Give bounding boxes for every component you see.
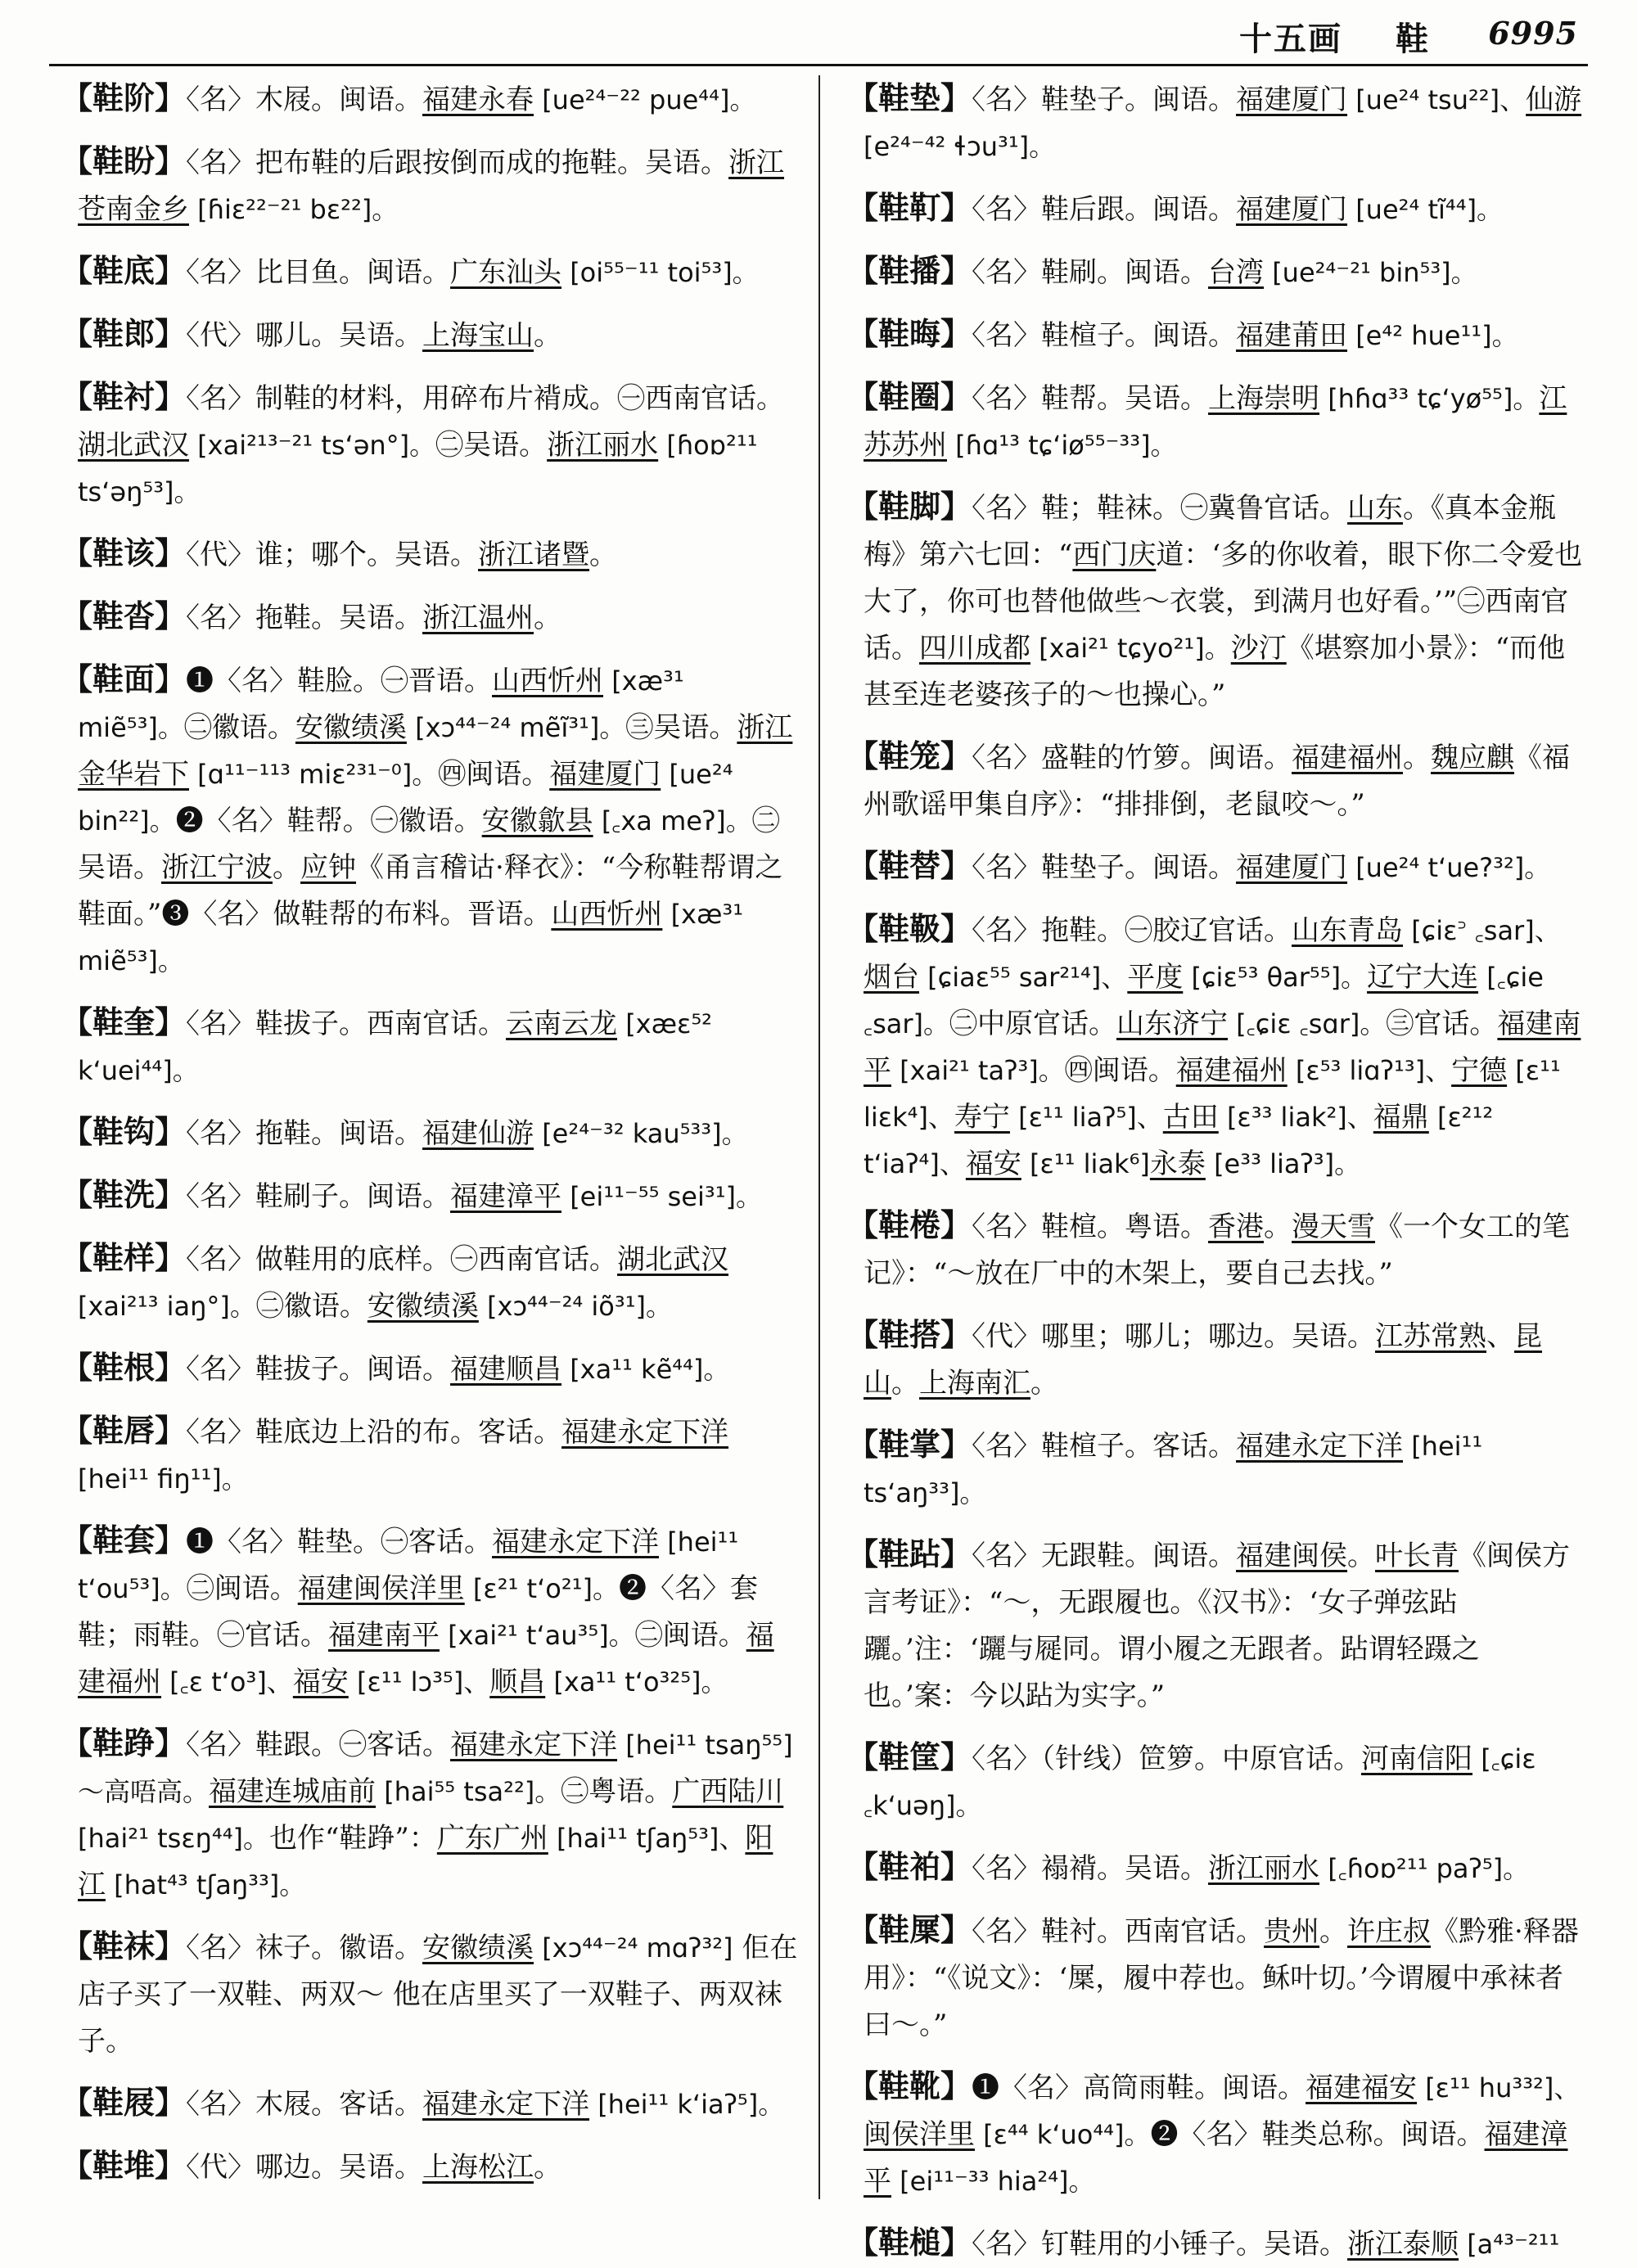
entry-headword: 【鞋钩】 bbox=[61, 1114, 187, 1150]
entry-headword: 【鞋袙】 bbox=[847, 1849, 972, 1885]
place-name: 山东青岛 bbox=[1292, 914, 1404, 947]
pronunciation: [xæ³¹ miẽ⁵³]。 bbox=[78, 665, 684, 743]
place-name: 山西忻州 bbox=[551, 898, 663, 931]
entry-headword: 【鞋洗】 bbox=[61, 1177, 187, 1213]
place-name: 山东济宁 bbox=[1116, 1008, 1228, 1040]
pronunciation: [ue²⁴ bin²²]。 bbox=[78, 759, 733, 836]
pronunciation: [꜀xa meʔ]。 bbox=[593, 805, 752, 836]
definition-text: 《甬言稽诂·释衣》：“今称鞋帮谓之鞋面。”❸〈名〉做鞋帮的布料。晋语。 bbox=[78, 851, 783, 931]
definition-text: 〈代〉谁；哪个。吴语。 bbox=[186, 539, 479, 571]
pronunciation: [xɔ⁴⁴⁻²⁴ mɑʔ³²] bbox=[534, 1932, 733, 1964]
entry-headword: 【鞋屟】 bbox=[847, 1912, 972, 1948]
place-name: 广东汕头 bbox=[450, 256, 562, 289]
dictionary-entry bbox=[61, 999, 798, 1094]
dictionary-entry bbox=[61, 1235, 798, 1330]
place-name: 永泰 bbox=[1149, 1148, 1206, 1180]
place-name: 福安 bbox=[292, 1666, 349, 1698]
place-name: 福建仙游 bbox=[422, 1117, 534, 1150]
definition-text: 〈名〉鞋楦子。客话。 bbox=[972, 1430, 1237, 1463]
place-name: 云南云龙 bbox=[506, 1008, 618, 1040]
definition-text: 〈名〉鞋拔子。闽语。 bbox=[186, 1353, 451, 1386]
definition-text: 〈名〉把布鞋的后跟按倒而成的拖鞋。吴语。 bbox=[186, 147, 729, 179]
place-name: 漫天雪 bbox=[1292, 1211, 1376, 1243]
place-name: 浙江丽水 bbox=[547, 429, 659, 462]
place-name: 福建厦门 bbox=[1236, 851, 1348, 884]
place-name: 浙江温州 bbox=[422, 602, 534, 634]
dictionary-entry bbox=[61, 1408, 798, 1503]
place-name: 安徽绩溪 bbox=[295, 711, 407, 744]
place-name: 上海崇明 bbox=[1208, 382, 1320, 415]
definition-text: 〈名〉拖鞋。闽语。 bbox=[186, 1117, 423, 1150]
pronunciation: [xa¹¹ t‘o³²⁵]。 bbox=[545, 1666, 728, 1698]
dictionary-entry bbox=[61, 656, 798, 985]
dictionary-entry bbox=[847, 1844, 1584, 1892]
definition-text: 〈名〉鞋拔子。西南官话。 bbox=[186, 1008, 507, 1040]
definition-text: 。 bbox=[1264, 1211, 1292, 1243]
definition-text: ❷〈名〉套鞋；雨鞋。㊀官话。 bbox=[78, 1572, 758, 1652]
place-name: 浙江宁波 bbox=[161, 851, 273, 884]
definition-text: 《闽侯方言考证》：“～，无跟履也。《汉书》：‘女子弹弦跕躧。’注：‘躧与屣同。谓小履之无跟者。跕谓轻蹑之也。’案：今以跕为实字。” bbox=[864, 1540, 1571, 1712]
place-name: 福建永定下洋 bbox=[561, 1416, 729, 1449]
running-head bbox=[49, 10, 1588, 66]
entry-headword: 【鞋底】 bbox=[61, 253, 187, 289]
definition-text: ❷〈名〉鞋帮。㊀徽语。 bbox=[175, 805, 482, 837]
definition-text: 。 bbox=[273, 851, 300, 884]
definition-text: 〈名〉拖鞋。吴语。 bbox=[186, 602, 423, 634]
dictionary-entry bbox=[847, 311, 1584, 359]
place-name: 沙汀 bbox=[1230, 632, 1287, 665]
entry-headword: 【鞋筐】 bbox=[847, 1739, 972, 1775]
definition-text: 《堪察加小景》：“而他甚至连老婆孩子的～也操心。” bbox=[864, 632, 1566, 711]
entry-headword: 【鞋脚】 bbox=[847, 489, 972, 525]
pronunciation: [hei¹¹ k‘iaʔ⁵]。 bbox=[589, 2089, 785, 2120]
definition-text: ❶〈名〉鞋脸。㊀晋语。 bbox=[186, 665, 493, 697]
definition-text: 〈名〉褟褙。吴语。 bbox=[972, 1852, 1209, 1885]
dictionary-entry bbox=[61, 2143, 798, 2191]
definition-text: 《福州歌谣甲集自序》：“排排倒，老鼠咬～。” bbox=[864, 742, 1571, 821]
place-name: 江苏常熟 bbox=[1375, 1320, 1487, 1353]
pronunciation: [xa¹¹ kẽ⁴⁴]。 bbox=[561, 1354, 730, 1385]
dictionary-entry bbox=[847, 1907, 1584, 2049]
pronunciation: [ɕiɛ⁵³ θar⁵⁵]。 bbox=[1183, 962, 1368, 993]
entry-headword: 【鞋晦】 bbox=[847, 316, 972, 352]
definition-text: 《一个女工的笔记》：“～放在厂中的木架上，要自己去找。” bbox=[864, 1211, 1571, 1290]
place-name: 安徽歙县 bbox=[481, 805, 593, 837]
place-name: 浙江苍南金乡 bbox=[78, 147, 785, 226]
pronunciation: [ei¹¹⁻⁵⁵ sei³¹]。 bbox=[561, 1181, 763, 1212]
place-name: 山西忻州 bbox=[492, 665, 604, 697]
pronunciation: [ɛ³³ liak²]、 bbox=[1218, 1102, 1373, 1133]
dictionary-entry bbox=[847, 2063, 1584, 2205]
dictionary-entry bbox=[61, 311, 798, 359]
entry-headword: 【鞋衬】 bbox=[61, 379, 187, 415]
page-number: 6995 bbox=[1488, 15, 1578, 52]
dictionary-entry bbox=[847, 185, 1584, 233]
place-name: 山东 bbox=[1347, 492, 1404, 525]
entry-headword: 【鞋堆】 bbox=[61, 2148, 187, 2184]
entry-headword: 【鞋掌】 bbox=[847, 1427, 972, 1463]
pronunciation: [ɛ²¹² t‘iaʔ⁴]、 bbox=[864, 1102, 1494, 1179]
place-name: 宁德 bbox=[1451, 1054, 1508, 1087]
pronunciation: [ɛ⁴⁴ k‘uo⁴⁴]。 bbox=[975, 2119, 1151, 2150]
definition-text: 〈名〉鞋楦。粤语。 bbox=[972, 1211, 1209, 1243]
definition-text: 。 bbox=[1403, 742, 1432, 774]
place-name: 河南信阳 bbox=[1361, 1743, 1473, 1775]
pronunciation: [hei¹¹ fiŋ¹¹]。 bbox=[78, 1463, 248, 1495]
place-name: 福建闽侯洋里 bbox=[297, 1572, 465, 1605]
definition-text: 〈名〉木屐。闽语。 bbox=[186, 83, 423, 116]
definition-text: 〈名〉鞋帮。吴语。 bbox=[972, 382, 1209, 415]
place-name: 江苏苏州 bbox=[864, 382, 1567, 462]
place-name: 福建厦门 bbox=[1236, 193, 1348, 226]
definition-text: ㊁闽语。 bbox=[186, 1572, 298, 1605]
entry-headword: 【鞋袜】 bbox=[61, 1928, 187, 1964]
pronunciation: [ue²⁴⁻²¹ bin⁵³]。 bbox=[1264, 257, 1477, 288]
definition-text: ㊂官话。 bbox=[1386, 1008, 1498, 1040]
place-name: 福建厦门 bbox=[549, 758, 661, 791]
definition-text: 〈名〉袜子。徽语。 bbox=[186, 1932, 423, 1964]
pronunciation: [꜀ɦoɒ²¹¹ paʔ⁵]。 bbox=[1319, 1853, 1530, 1884]
pronunciation: [xai²¹³⁻²¹ ts‘ən°]。 bbox=[189, 430, 436, 461]
dictionary-entry bbox=[61, 138, 798, 233]
entry-headword: 【鞋套】 bbox=[61, 1522, 187, 1558]
dictionary-entry bbox=[847, 1734, 1584, 1829]
dictionary-entry bbox=[847, 843, 1584, 891]
definition-text: 〈名〉鞋垫子。闽语。 bbox=[972, 83, 1237, 116]
place-name: 上海宝山 bbox=[422, 319, 534, 352]
entry-headword: 【鞋靴】 bbox=[847, 2068, 972, 2104]
pronunciation: [ɛ¹¹ liak⁶] bbox=[1021, 1148, 1150, 1179]
pronunciation: [ɦiɛ²²⁻²¹ bɛ²²]。 bbox=[189, 194, 399, 225]
place-name: 湖北武汉 bbox=[617, 1243, 729, 1276]
left-column bbox=[61, 75, 798, 2203]
place-name: 叶长青 bbox=[1375, 1540, 1459, 1572]
dictionary-entry bbox=[61, 248, 798, 296]
entry-headword: 【鞋沓】 bbox=[61, 598, 187, 634]
place-name: 福建莆田 bbox=[1236, 319, 1348, 352]
entry-headword: 【鞋圈】 bbox=[847, 379, 972, 415]
pronunciation: [xæɛ⁵² k‘uei⁴⁴]。 bbox=[78, 1008, 712, 1086]
definition-text: ㊁徽语。 bbox=[255, 1290, 368, 1323]
entry-headword: 【鞋替】 bbox=[847, 848, 972, 884]
pronunciation: [e⁴² hue¹¹]。 bbox=[1347, 320, 1518, 351]
definition-text: 。 bbox=[589, 539, 618, 571]
pronunciation: [ɑ¹¹⁻¹¹³ miɛ²³¹⁻⁰]。 bbox=[189, 759, 439, 790]
definition-text: 。 bbox=[1347, 1540, 1376, 1572]
definition-text: 〈代〉哪儿。吴语。 bbox=[186, 319, 423, 352]
pronunciation: [ue²⁴⁻²² pue⁴⁴]。 bbox=[534, 84, 756, 115]
dictionary-entry bbox=[847, 906, 1584, 1188]
pronunciation: [hei¹¹ t‘ou⁵³]。 bbox=[78, 1526, 739, 1604]
dictionary-entry bbox=[61, 2080, 798, 2128]
place-name: 福建南平 bbox=[328, 1619, 440, 1652]
pronunciation: [e²⁴⁻³² kau⁵³³]。 bbox=[534, 1118, 748, 1149]
definition-text: 。 bbox=[534, 602, 562, 634]
pronunciation: [a⁴³⁻²¹¹ bbox=[1459, 2229, 1560, 2260]
definition-text: 。 bbox=[891, 1367, 919, 1400]
pronunciation: [xai²¹ taʔ³]。 bbox=[891, 1055, 1065, 1086]
entry-headword: 【鞋面】 bbox=[61, 661, 187, 697]
definition-text: 佢在店子买了一双鞋、两双～ 他在店里买了一双鞋子、两双袜子。 bbox=[78, 1932, 798, 2058]
pronunciation: [꜀ɕiɛ ꜀sɑr]。 bbox=[1228, 1008, 1387, 1039]
dictionary-entry bbox=[61, 75, 798, 124]
place-name: 上海松江 bbox=[422, 2151, 534, 2184]
pronunciation: [hɦɑ³³ tɕ‘yø⁵⁵]。 bbox=[1319, 383, 1540, 414]
definition-text: ㊃闽语。 bbox=[438, 758, 550, 791]
definition-text: ㊁吴语。 bbox=[435, 429, 548, 462]
place-name: 福建永定下洋 bbox=[450, 1729, 618, 1761]
place-name: 福建福安 bbox=[1306, 2072, 1418, 2104]
dictionary-entry bbox=[61, 593, 798, 642]
dictionary-entry bbox=[61, 1517, 798, 1706]
definition-text: 〈名〉鞋衬。西南官话。 bbox=[972, 1915, 1265, 1948]
definition-text: ❶〈名〉鞋垫。㊀客话。 bbox=[186, 1526, 493, 1558]
place-name: 寿宁 bbox=[954, 1101, 1010, 1134]
definition-text: 。 bbox=[1030, 1367, 1058, 1400]
entry-headword: 【鞋跕】 bbox=[847, 1536, 972, 1572]
place-name: 湖北武汉 bbox=[78, 429, 189, 462]
definition-text: ㊁徽语。 bbox=[183, 711, 295, 744]
definition-text: 、 bbox=[1486, 1320, 1515, 1353]
place-name: 福建漳平 bbox=[864, 2118, 1568, 2198]
definition-text: 〈名〉鞋；鞋袜。㊀冀鲁官话。 bbox=[972, 492, 1348, 525]
pronunciation: [e³³ liaʔ³]。 bbox=[1205, 1148, 1361, 1179]
dictionary-entry bbox=[61, 530, 798, 579]
place-name: 福建福州 bbox=[1175, 1054, 1288, 1087]
place-name: 福建顺昌 bbox=[450, 1353, 562, 1386]
definition-text: 《黔雅·释器用》：“《说文》：‘屟，履中荐也。稣叶切。’今谓履中承袜者曰～。” bbox=[864, 1915, 1579, 2041]
place-name: 辽宁大连 bbox=[1367, 961, 1479, 994]
definition-text: 〈名〉木屐。客话。 bbox=[186, 2088, 423, 2121]
place-name: 福建永定下洋 bbox=[1236, 1430, 1404, 1463]
definition-text: ㊁中原官话。 bbox=[949, 1008, 1116, 1040]
pronunciation: [ɛ⁵³ liɑʔ¹³]、 bbox=[1287, 1055, 1452, 1086]
definition-text: 。 bbox=[1319, 1915, 1348, 1948]
place-name: 许庄叔 bbox=[1347, 1915, 1432, 1948]
place-name: 台湾 bbox=[1208, 256, 1265, 289]
pronunciation: [ɕiaɛ⁵⁵ sar²¹⁴]、 bbox=[919, 962, 1128, 993]
entry-headword: 【鞋槌】 bbox=[847, 2225, 972, 2261]
pronunciation: [hai²¹ tsɛŋ⁴⁴]。 bbox=[78, 1823, 270, 1854]
definition-text: 〈名〉鞋后跟。闽语。 bbox=[972, 193, 1237, 226]
definition-text: ㊂吴语。 bbox=[625, 711, 737, 744]
place-name: 福建连城庙前 bbox=[209, 1775, 377, 1808]
definition-text: 。 bbox=[534, 319, 562, 352]
dictionary-entry bbox=[847, 2220, 1584, 2268]
pronunciation: [hei¹¹ ts‘aŋ³³]。 bbox=[864, 1431, 1483, 1508]
place-name: 广西陆川 bbox=[672, 1775, 784, 1808]
place-name: 平度 bbox=[1127, 961, 1184, 994]
definition-text: 〈名〉鞋跟。㊀客话。 bbox=[186, 1729, 451, 1761]
pronunciation: [ɛ¹¹ lɔ³⁵]、 bbox=[348, 1666, 490, 1698]
place-name: 福建永定下洋 bbox=[492, 1526, 660, 1558]
entry-headword: 【鞋播】 bbox=[847, 253, 972, 289]
dictionary-entry bbox=[847, 1312, 1584, 1407]
section-label: 十五画 bbox=[1239, 20, 1342, 58]
pronunciation: [ɦɑ¹³ tɕ‘iø⁵⁵⁻³³]。 bbox=[947, 430, 1177, 461]
place-name: 四川成都 bbox=[919, 632, 1030, 665]
definition-text: 〈代〉哪里；哪儿；哪边。吴语。 bbox=[972, 1320, 1376, 1353]
entry-headword: 【鞋郎】 bbox=[61, 316, 187, 352]
place-name: 福建厦门 bbox=[1236, 83, 1348, 116]
entry-headword: 【鞋盼】 bbox=[61, 143, 187, 179]
definition-text: 〈名〉鞋垫子。闽语。 bbox=[972, 851, 1237, 884]
place-name: 上海南汇 bbox=[919, 1367, 1030, 1400]
dictionary-entry bbox=[847, 248, 1584, 296]
dictionary-entry bbox=[847, 374, 1584, 469]
definition-text: 〈名〉鞋底边上沿的布。客话。 bbox=[186, 1416, 562, 1449]
place-name: 福鼎 bbox=[1373, 1101, 1429, 1134]
dictionary-entry bbox=[847, 1422, 1584, 1517]
definition-text: 〈名〉鞋刷子。闽语。 bbox=[186, 1180, 451, 1213]
pronunciation: [xai²¹³ iaŋ°]。 bbox=[78, 1291, 256, 1322]
place-name: 福安 bbox=[965, 1148, 1021, 1180]
pronunciation: [hai¹¹ tʃaŋ⁵³]、 bbox=[548, 1823, 746, 1854]
definition-text: 〈名〉比目鱼。闽语。 bbox=[186, 256, 451, 289]
entry-headword: 【鞋该】 bbox=[61, 535, 187, 571]
radical-char: 鞋 bbox=[1396, 20, 1428, 58]
definition-text: 〈名〉做鞋用的底样。㊀西南官话。 bbox=[186, 1243, 618, 1276]
place-name: 烟台 bbox=[864, 961, 919, 994]
pronunciation: [oi⁵⁵⁻¹¹ toi⁵³]。 bbox=[561, 257, 759, 288]
column-divider bbox=[818, 75, 820, 2199]
place-name: 西门庆 bbox=[1072, 539, 1157, 571]
pronunciation: [ei¹¹⁻³³ hia²⁴]。 bbox=[891, 2166, 1095, 2197]
place-name: 福建永定下洋 bbox=[422, 2088, 590, 2121]
definition-text: ㊁吴语。 bbox=[78, 805, 780, 884]
dictionary-entry bbox=[847, 484, 1584, 719]
pronunciation: [꜀ɕie ꜀sar]。 bbox=[864, 962, 1544, 1039]
pronunciation: [ɛ¹¹ hu³³²]、 bbox=[1417, 2072, 1581, 2103]
dictionary-entry bbox=[61, 1923, 798, 2065]
definition-text: 〈名〉拖鞋。㊀胶辽官话。 bbox=[972, 914, 1292, 947]
place-name: 浙江金华岩下 bbox=[78, 711, 793, 791]
place-name: 仙游 bbox=[1526, 83, 1582, 116]
pronunciation: [ue²⁴ tsu²²]、 bbox=[1347, 84, 1527, 115]
entry-headword: 【鞋靸】 bbox=[847, 911, 972, 947]
entry-headword: 【鞋根】 bbox=[61, 1350, 187, 1386]
dictionary-entry bbox=[847, 75, 1584, 170]
place-name: 浙江泰顺 bbox=[1347, 2228, 1459, 2261]
dictionary-entry bbox=[847, 1202, 1584, 1297]
place-name: 福建永春 bbox=[422, 83, 534, 116]
place-name: 福建福州 bbox=[78, 1619, 774, 1698]
place-name: 昆山 bbox=[864, 1320, 1543, 1400]
place-name: 安徽绩溪 bbox=[367, 1290, 479, 1323]
pronunciation: [ɦoɒ²¹¹ ts‘əŋ⁵³]。 bbox=[78, 430, 758, 507]
place-name: 安徽绩溪 bbox=[422, 1932, 534, 1964]
definition-text: 。《真本金瓶梅》第六七回：“ bbox=[864, 492, 1557, 571]
place-name: 福建福州 bbox=[1292, 742, 1404, 774]
pronunciation: [ɕiɛ꜄ ꜀sar]、 bbox=[1403, 915, 1561, 946]
definition-text: 〈名〉无跟鞋。闽语。 bbox=[972, 1540, 1237, 1572]
place-name: 贵州 bbox=[1264, 1915, 1320, 1948]
dictionary-entry bbox=[61, 1109, 798, 1157]
definition-text: 〈名〉（针线）笸箩。中原官话。 bbox=[972, 1743, 1362, 1775]
place-name: 福建闽侯 bbox=[1236, 1540, 1348, 1572]
pronunciation: [ɛ¹¹ liaʔ⁵]、 bbox=[1009, 1102, 1163, 1133]
entry-headword: 【鞋阶】 bbox=[61, 80, 187, 116]
dictionary-entry bbox=[847, 733, 1584, 828]
pronunciation: [ɛ¹¹ liɛk⁴]、 bbox=[864, 1055, 1561, 1133]
place-name: 福建漳平 bbox=[450, 1180, 562, 1213]
entry-headword: 【鞋屐】 bbox=[61, 2085, 187, 2121]
definition-text: 道：‘多的你收着，眼下你二令爱也大了，你可也替他做些～衣裳，到满月也好看。’”㊁西南官话。 bbox=[864, 539, 1583, 665]
pronunciation: [xɔ⁴⁴⁻²⁴ iõ³¹]。 bbox=[478, 1291, 673, 1322]
pronunciation: [ɛ²¹ t‘o²¹]。 bbox=[464, 1573, 619, 1604]
place-name: 福建南平 bbox=[864, 1008, 1581, 1087]
definition-text: ㊁闽语。 bbox=[634, 1619, 746, 1652]
place-name: 浙江诸暨 bbox=[478, 539, 590, 571]
place-name: 古田 bbox=[1162, 1101, 1219, 1134]
entry-headword: 【鞋踭】 bbox=[61, 1725, 187, 1761]
pronunciation: [ue²⁴ t‘ue?³²]。 bbox=[1347, 852, 1551, 883]
definition-text: 〈名〉鞋刷。闽语。 bbox=[972, 256, 1209, 289]
place-name: 阳江 bbox=[78, 1822, 773, 1901]
entry-headword: 【鞋垫】 bbox=[847, 80, 972, 116]
entry-headword: 【鞋笼】 bbox=[847, 738, 972, 774]
pronunciation: [ue²⁴ tĩ⁴⁴]。 bbox=[1347, 194, 1504, 225]
pronunciation: [hat⁴³ tʃaŋ³³]。 bbox=[106, 1869, 306, 1901]
pronunciation: [xæ³¹ miẽ⁵³]。 bbox=[78, 899, 744, 976]
entry-headword: 【鞋奎】 bbox=[61, 1004, 187, 1040]
pronunciation: [xai²¹ t‘au³⁵]。 bbox=[440, 1620, 635, 1651]
pronunciation: [꜀ɛ t‘o³]、 bbox=[161, 1666, 293, 1698]
entry-headword: 【鞋搭】 bbox=[847, 1317, 972, 1353]
definition-text: ㊁粤语。 bbox=[561, 1775, 673, 1808]
place-name: 应钟 bbox=[300, 851, 356, 884]
pronunciation: [e²⁴⁻⁴² ɬɔu³¹]。 bbox=[864, 131, 1056, 162]
dictionary-entry bbox=[847, 1531, 1584, 1720]
pronunciation: [꜀ɕiɛ ꜀k‘uəŋ]。 bbox=[864, 1743, 1536, 1821]
definition-text: 〈名〉鞋楦子。闽语。 bbox=[972, 319, 1237, 352]
place-name: 闽侯洋里 bbox=[864, 2118, 975, 2151]
pronunciation: [xai²¹ tɕyo²¹]。 bbox=[1030, 633, 1231, 664]
place-name: 香港 bbox=[1208, 1211, 1265, 1243]
dictionary-entry bbox=[61, 1172, 798, 1220]
entry-headword: 【鞋靪】 bbox=[847, 190, 972, 226]
definition-text: 〈名〉制鞋的材料，用碎布片褙成。㊀西南官话。 bbox=[186, 382, 785, 415]
definition-text: ㊃闽语。 bbox=[1064, 1054, 1176, 1087]
right-column bbox=[847, 75, 1584, 2261]
pronunciation: [hei¹¹ tsaŋ⁵⁵] ～高唔高。 bbox=[78, 1729, 793, 1807]
dictionary-entry bbox=[61, 1720, 798, 1909]
definition-text: 〈名〉钉鞋用的小锤子。吴语。 bbox=[972, 2228, 1348, 2261]
entry-headword: 【鞋棬】 bbox=[847, 1207, 972, 1243]
entry-headword: 【鞋唇】 bbox=[61, 1413, 187, 1449]
place-name: 浙江丽水 bbox=[1208, 1852, 1320, 1885]
dictionary-entry bbox=[61, 1345, 798, 1393]
entry-headword: 【鞋样】 bbox=[61, 1240, 187, 1276]
place-name: 魏应麒 bbox=[1431, 742, 1515, 774]
place-name: 广东广州 bbox=[436, 1822, 548, 1855]
dictionary-entry bbox=[61, 374, 798, 516]
definition-text: 〈名〉盛鞋的竹箩。闽语。 bbox=[972, 742, 1292, 774]
definition-text: 〈代〉哪边。吴语。 bbox=[186, 2151, 423, 2184]
pronunciation: [xɔ⁴⁴⁻²⁴ mẽĩ³¹]。 bbox=[406, 712, 626, 743]
definition-text: 。 bbox=[534, 2151, 562, 2184]
place-name: 顺昌 bbox=[489, 1666, 546, 1698]
definition-text: 也作“鞋踭”： bbox=[269, 1822, 437, 1855]
definition-text: ❶〈名〉高筒雨鞋。闽语。 bbox=[972, 2072, 1306, 2104]
pronunciation: [hai⁵⁵ tsa²²]。 bbox=[376, 1776, 561, 1807]
definition-text: ❷〈名〉鞋类总称。闽语。 bbox=[1150, 2118, 1485, 2151]
